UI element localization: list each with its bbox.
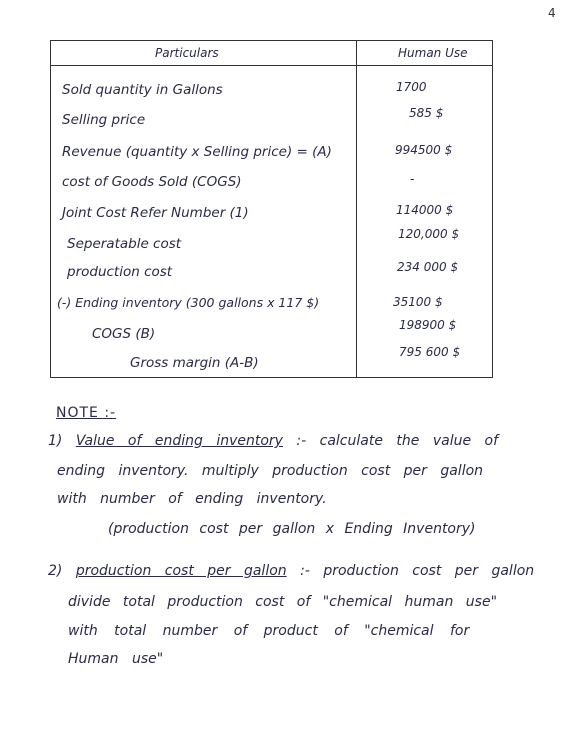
- row-value-sold-quantity: 1700: [396, 80, 427, 94]
- row-label-sold-quantity: Sold quantity in Gallons: [62, 82, 223, 98]
- row-value-revenue: 994500 $: [395, 143, 453, 157]
- page-number: 4: [548, 6, 556, 20]
- note1-line3: with number of ending inventory.: [57, 491, 327, 507]
- row-value-ending-inventory: 35100 $: [393, 295, 443, 309]
- note1-line1-rest: :- calculate the value of: [296, 433, 499, 449]
- note2-line4: Human use": [68, 651, 164, 667]
- table-header-divider: [50, 65, 493, 66]
- row-value-cogs-heading: -: [410, 172, 415, 186]
- note2-line3: with total number of product of "chemical for: [68, 623, 470, 639]
- row-label-gross-margin: Gross margin (A-B): [130, 355, 259, 371]
- row-value-cogs-b: 198900 $: [399, 318, 457, 332]
- row-label-joint-cost: Joint Cost Refer Number (1): [62, 205, 249, 221]
- row-label-revenue: Revenue (quantity x Selling price) = (A): [62, 144, 332, 160]
- notes-title: NOTE :-: [56, 405, 117, 421]
- row-value-selling-price: 585 $: [409, 106, 444, 120]
- table-header-human-use: Human Use: [398, 46, 468, 60]
- table-header-particulars: Particulars: [155, 46, 219, 60]
- table-column-divider: [356, 40, 357, 378]
- note1-line2: ending inventory. multiply production cost per gallon: [57, 463, 484, 479]
- note2-line1: [48, 563, 534, 579]
- row-value-gross-margin: 795 600 $: [399, 345, 461, 359]
- row-label-cogs-b: COGS (B): [92, 326, 156, 342]
- row-label-selling-price: Selling price: [62, 112, 146, 128]
- row-label-cogs-heading: cost of Goods Sold (COGS): [62, 174, 242, 190]
- row-value-separable-cost: 120,000 $: [398, 227, 460, 241]
- note1-number: 1): [48, 433, 63, 449]
- row-value-joint-cost: 114000 $: [396, 203, 454, 217]
- row-label-ending-inventory: (-) Ending inventory (300 gallons x 117 $): [57, 295, 320, 310]
- note2-heading: production cost per gallon: [75, 563, 287, 579]
- row-label-production-cost: production cost: [67, 264, 173, 280]
- row-label-separable-cost: Seperatable cost: [67, 236, 182, 252]
- note1-line1: [48, 433, 498, 449]
- note2-line1-rest: :- production cost per gallon: [300, 563, 535, 579]
- note2-line2: divide total production cost of "chemical human use": [68, 594, 498, 610]
- row-value-production-cost: 234 000 $: [397, 260, 459, 274]
- note1-heading: Value of ending inventory: [75, 433, 283, 449]
- note1-formula: (production cost per gallon x Ending Inventory): [108, 521, 476, 537]
- note2-number: 2): [48, 563, 63, 579]
